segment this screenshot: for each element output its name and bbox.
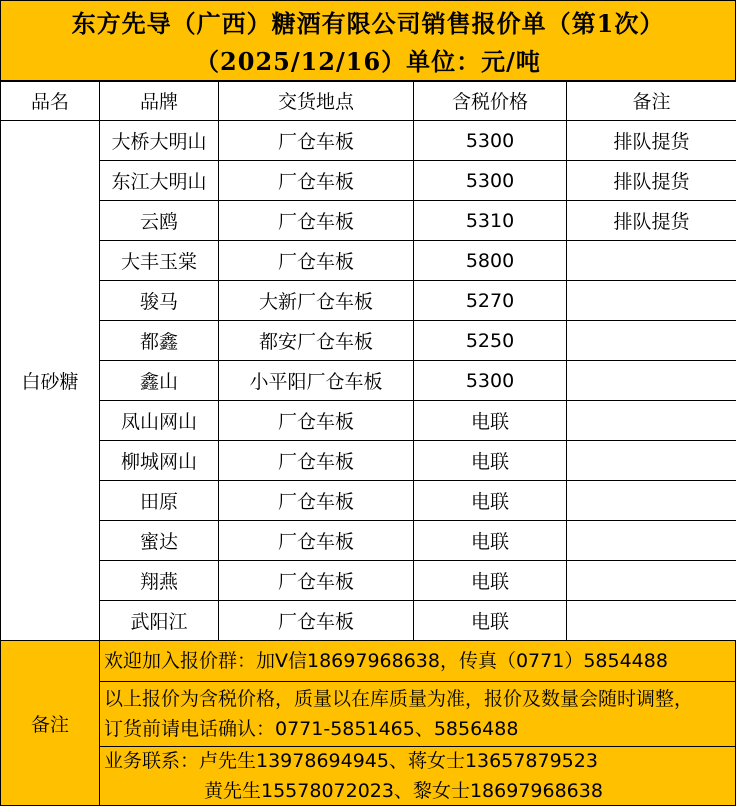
brand-cell: 鑫山	[100, 361, 219, 401]
header-tax-inclusive-price: 含税价格	[414, 81, 567, 121]
location-cell: 厂仓车板	[219, 561, 414, 601]
table-row	[1, 401, 736, 441]
brand-cell: 柳城网山	[100, 441, 219, 481]
location-cell: 厂仓车板	[219, 121, 414, 161]
brand-cell: 云鸥	[100, 201, 219, 241]
table-row	[1, 561, 736, 601]
table-header-row	[1, 81, 736, 121]
table-row	[1, 281, 736, 321]
table-row	[1, 521, 736, 561]
brand-cell: 骏马	[100, 281, 219, 321]
table-row	[1, 161, 736, 201]
title-line-2: （2025/12/16）单位：元/吨	[1, 47, 735, 77]
note-cell	[567, 281, 736, 321]
price-cell: 电联	[414, 481, 567, 521]
note-cell	[567, 441, 736, 481]
note-cell	[567, 561, 736, 601]
table-row	[1, 241, 736, 281]
pricing-note-line-1: 以上报价为含税价格，质量以在库质量为准，报价及数量会随时调整，	[104, 684, 735, 714]
note-cell	[567, 521, 736, 561]
brand-cell: 都鑫	[100, 321, 219, 361]
note-cell: 排队提货	[567, 121, 736, 161]
note-cell	[567, 241, 736, 281]
title-banner	[0, 0, 736, 82]
price-cell: 5250	[414, 321, 567, 361]
brand-cell: 大丰玉棠	[100, 241, 219, 281]
price-cell: 5300	[414, 121, 567, 161]
table-row	[1, 201, 736, 241]
location-cell: 厂仓车板	[219, 521, 414, 561]
table-row	[1, 441, 736, 481]
price-cell: 5800	[414, 241, 567, 281]
brand-cell: 蜜达	[100, 521, 219, 561]
location-cell: 厂仓车板	[219, 161, 414, 201]
price-cell: 5300	[414, 361, 567, 401]
brand-cell: 凤山网山	[100, 401, 219, 441]
remarks-footer	[0, 640, 736, 806]
location-cell: 厂仓车板	[219, 241, 414, 281]
note-cell	[567, 481, 736, 521]
price-cell: 电联	[414, 521, 567, 561]
location-cell: 都安厂仓车板	[219, 321, 414, 361]
brand-cell: 翔燕	[100, 561, 219, 601]
note-cell: 排队提货	[567, 161, 736, 201]
footer-pricing-note	[100, 682, 735, 747]
contacts-line-2: 黄先生15578072023、黎女士18697968638	[104, 776, 735, 806]
price-cell: 电联	[414, 561, 567, 601]
brand-cell: 东江大明山	[100, 161, 219, 201]
location-cell: 厂仓车板	[219, 201, 414, 241]
product-category: 白砂糖	[1, 121, 100, 641]
header-delivery-location: 交货地点	[219, 81, 414, 121]
title-line-1: 东方先导（广西）糖酒有限公司销售报价单（第1次）	[1, 9, 735, 39]
footer-label: 备注	[1, 641, 100, 805]
location-cell: 厂仓车板	[219, 401, 414, 441]
price-cell: 5270	[414, 281, 567, 321]
note-cell	[567, 321, 736, 361]
header-product-name: 品名	[1, 81, 100, 121]
table-row	[1, 481, 736, 521]
note-cell	[567, 601, 736, 641]
table-row	[1, 601, 736, 641]
price-cell: 电联	[414, 401, 567, 441]
price-cell: 电联	[414, 601, 567, 641]
note-cell: 排队提货	[567, 201, 736, 241]
pricing-note-line-2: 订货前请电话确认：0771-5851465、5856488	[104, 714, 735, 744]
brand-cell: 大桥大明山	[100, 121, 219, 161]
header-remarks: 备注	[567, 81, 736, 121]
brand-cell: 田原	[100, 481, 219, 521]
price-table	[0, 80, 736, 641]
table-row	[1, 361, 736, 401]
location-cell: 厂仓车板	[219, 481, 414, 521]
price-cell: 电联	[414, 441, 567, 481]
price-cell: 5300	[414, 161, 567, 201]
price-cell: 5310	[414, 201, 567, 241]
location-cell: 小平阳厂仓车板	[219, 361, 414, 401]
contacts-line-1: 业务联系：卢先生13978694945、蒋女士13657879523	[104, 746, 735, 776]
location-cell: 厂仓车板	[219, 601, 414, 641]
location-cell: 大新厂仓车板	[219, 281, 414, 321]
footer-contacts	[100, 746, 735, 804]
note-cell	[567, 361, 736, 401]
note-cell	[567, 401, 736, 441]
header-brand: 品牌	[100, 81, 219, 121]
location-cell: 厂仓车板	[219, 441, 414, 481]
footer-content	[100, 641, 735, 805]
brand-cell: 武阳江	[100, 601, 219, 641]
table-row	[1, 321, 736, 361]
footer-group-line: 欢迎加入报价群：加V信18697968638，传真（0771）5854488	[100, 641, 735, 682]
table-row	[1, 121, 736, 161]
